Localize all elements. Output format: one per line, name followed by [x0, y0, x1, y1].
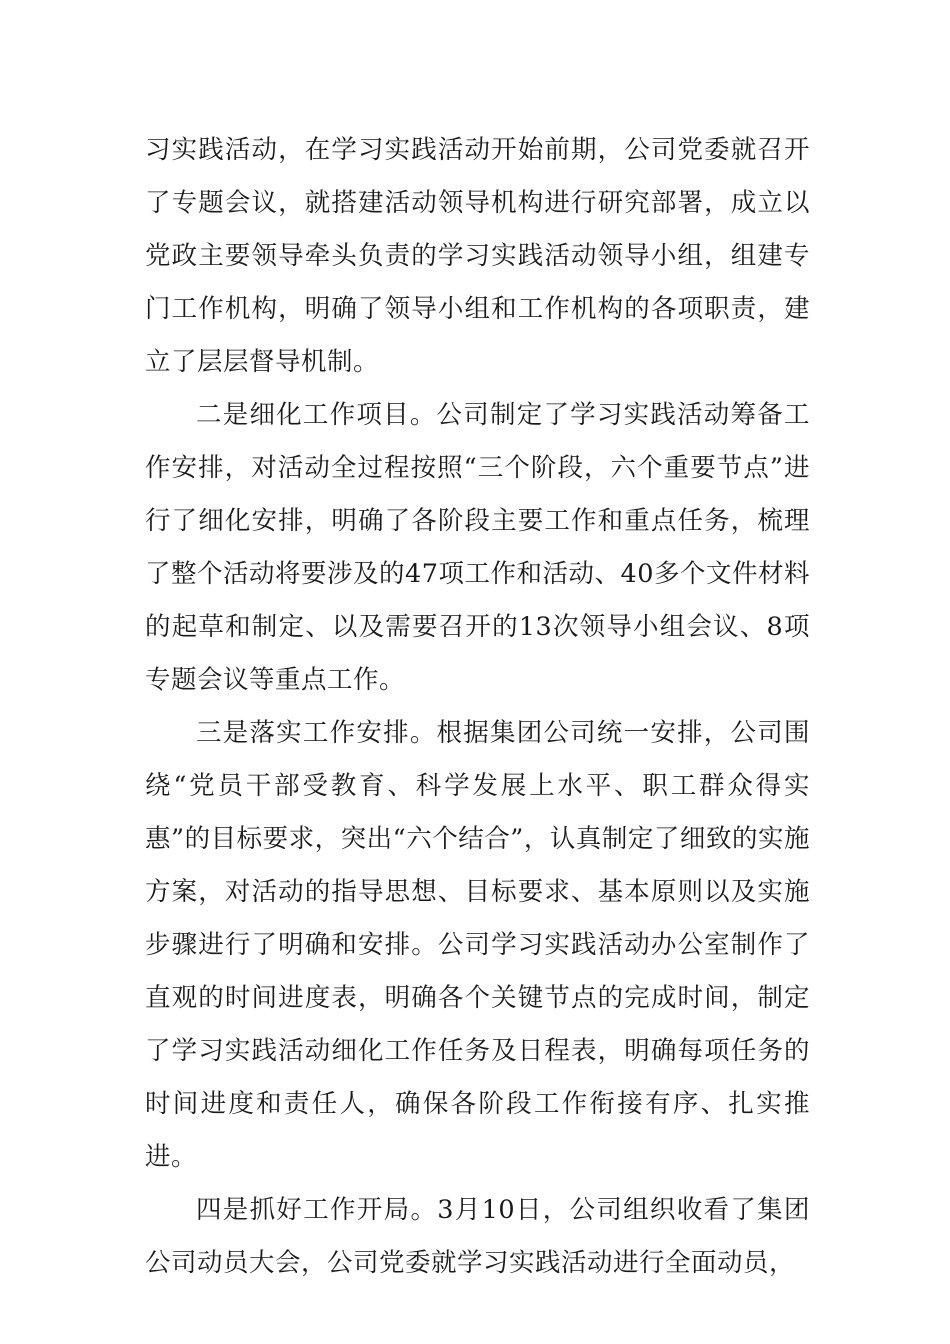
paragraph-work-kickoff: 四是抓好工作开局。3月10日，公司组织收看了集团公司动员大会，公司党委就学习实践活动进行全面动员， [145, 1195, 810, 1278]
document-body [145, 124, 810, 1290]
paragraph-refine-work-items: 二是细化工作项目。公司制定了学习实践活动筹备工作安排，对活动全过程按照“三个阶段，六个重要节点”进行了细化安排，明确了各阶段主要工作和重点任务，梳理了整个活动将要涉及的47项工作和活动、40多个文件材料的起草和制定、以及需要召开的13次领导小组会议、8项专题会议等重点工作。 [145, 400, 810, 695]
paragraph-continuation: 习实践活动，在学习实践活动开始前期，公司党委就召开了专题会议，就搭建活动领导机构进行研究部署，成立以党政主要领导牵头负责的学习实践活动领导小组，组建专门工作机构，明确了领导小组和工作机构的各项职责，建立了层层督导机制。 [145, 135, 810, 377]
paragraph-implement-arrangements: 三是落实工作安排。根据集团公司统一安排，公司围绕“党员干部受教育、科学发展上水平、职工群众得实惠”的目标要求，突出“六个结合”，认真制定了细致的实施方案，对活动的指导思想、目标要求、基本原则以及实施步骤进行了明确和安排。公司学习实践活动办公室制作了直观的时间进度表，明确各个关键节点的完成时间，制定了学习实践活动细化工作任务及日程表，明确每项任务的时间进度和责任人，确保各阶段工作衔接有序、扎实推进。 [145, 718, 810, 1172]
